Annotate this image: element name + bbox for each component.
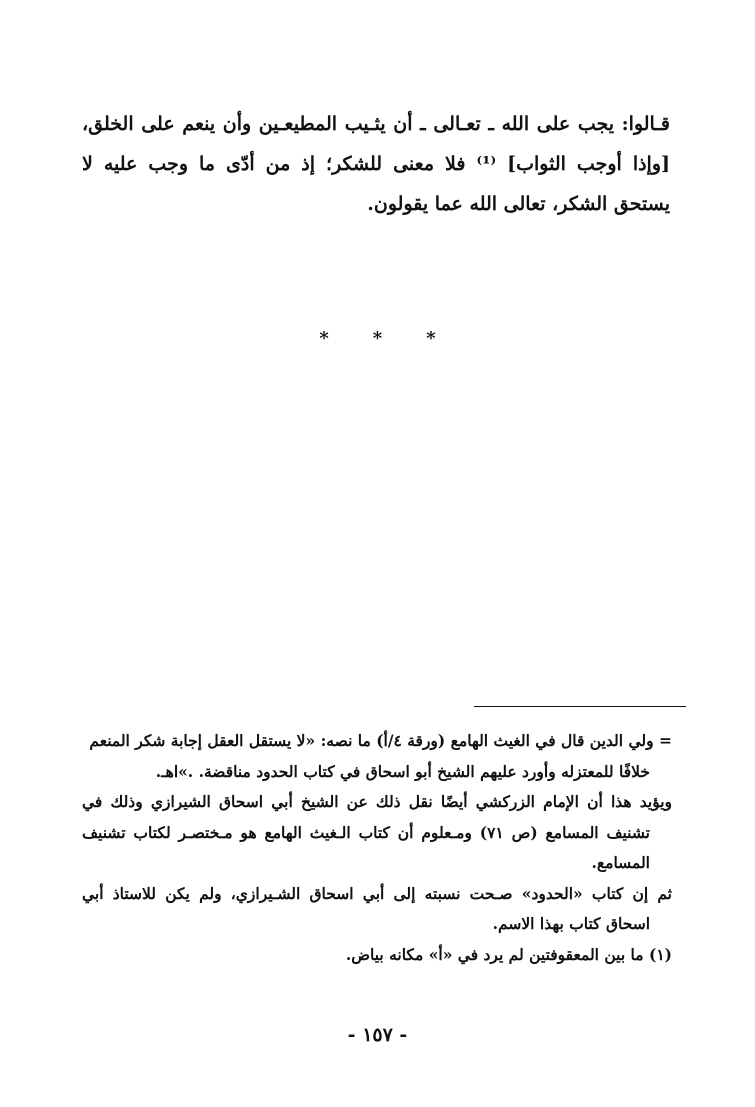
- footnote-paragraph-2: ويؤيد هذا أن الإمام الزركشي أيضًا نقل ذلك عن الشيخ أبي اسحاق الشيرازي وذلك في تشنيف المسامع (ص ٧١) ومـعلوم أن كتاب الـغيث الهامع هو مـختصـر لكتاب تشنيف المسامع.: [82, 792, 672, 872]
- footnote-paragraph-3: ثم إن كتاب «الحدود» صـحت نسبته إلى أبي اسحاق الشـيرازي، ولم يكن للاستاذ أبي اسحاق كتاب بهذا الاسم.: [82, 883, 672, 933]
- main-text-line-2: أوجب الثواب] ⁽¹⁾ فلا معنى للشكر؛ إذ من أدّى ما وجب عليه لا يستحق الشكر،: [82, 153, 670, 215]
- footnote-1: (١) ما بين المعقوفتين لم يرد في «أ» مكانه بياض.: [345, 944, 672, 964]
- separator-star: *: [426, 328, 436, 349]
- footnote-continuation: [82, 726, 672, 787]
- section-separator: [0, 328, 755, 349]
- footnote-continuation-line-1: = ولي الدين قال في الغيث الهامع (ورقة ٤/أ) ما نصه: «لا يستقل العقل إجابة شكر المنعم: [89, 731, 672, 750]
- page-number: - ١٥٧ -: [347, 1024, 408, 1046]
- separator-star: *: [372, 328, 383, 349]
- main-text-line-1: قـالوا: يجب على الله ـ تعـالى ـ أن يثـيب المطيعـين وأن ينعم على الخلق، [وإذا: [82, 113, 670, 175]
- footnote-divider: [474, 706, 686, 707]
- separator-star: *: [319, 328, 329, 349]
- main-text-line-3: تعالى الله عما يقولون.: [367, 193, 546, 215]
- footnotes-section: [82, 726, 672, 970]
- main-paragraph: [82, 104, 670, 224]
- footnote-continuation-line-2: خلافًا للمعتزله وأورد عليهم الشيخ أبو اسحاق في كتاب الحدود مناقضة. .»اهـ.: [155, 761, 650, 781]
